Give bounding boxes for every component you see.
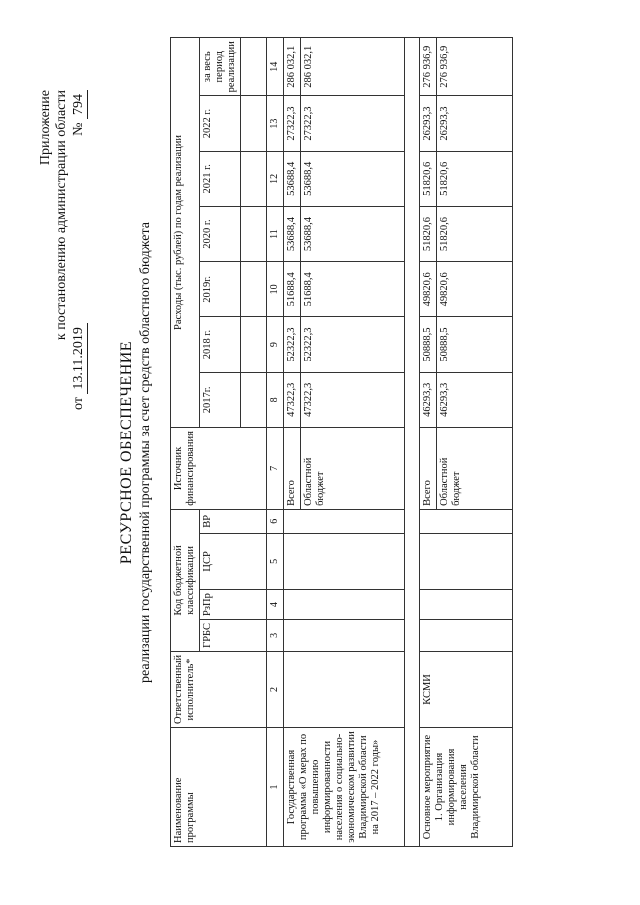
source-cell: Всего	[420, 427, 437, 509]
value-cell: 53688,4	[284, 206, 301, 261]
col-number: 13	[267, 96, 284, 151]
total-cell: 286 032,1	[284, 38, 301, 96]
value-cell: 51820,6	[420, 206, 437, 261]
title-block	[118, 0, 154, 905]
program-name-cell: Государственная программа «О мерах по повышению информированности населения о социально-экономическом развитии Владимирской области на 2017 – 2022 годы»	[284, 728, 405, 847]
value-cell: 49820,6	[420, 262, 437, 317]
total-cell: 286 032,1	[301, 38, 405, 96]
total-cell: 276 936,9	[437, 38, 513, 96]
source-cell: Областной бюджет	[437, 427, 513, 509]
value-cell: 49820,6	[437, 262, 513, 317]
budget-table	[170, 37, 513, 847]
header-year-2018: 2018 г.	[200, 317, 241, 372]
col-number: 12	[267, 151, 284, 206]
table-row	[420, 38, 437, 847]
value-cell: 51688,4	[301, 262, 405, 317]
value-cell: 51820,6	[420, 151, 437, 206]
appendix-date: 13.11.2019	[71, 323, 88, 393]
col-number: 8	[267, 372, 284, 427]
document-subtitle: реализации государственной программы за счет средств областного бюджета	[138, 221, 153, 684]
header-year-2020: 2020 г.	[200, 206, 241, 261]
header-executor: Ответственный исполнитель*	[171, 651, 267, 727]
header-grbs: ГРБС	[200, 619, 267, 651]
col-number: 7	[267, 427, 284, 509]
value-cell: 47322,3	[284, 372, 301, 427]
value-cell: 53688,4	[301, 151, 405, 206]
appendix-block	[38, 90, 88, 410]
col-number: 5	[267, 533, 284, 589]
appendix-from: от	[71, 397, 86, 410]
value-cell: 51820,6	[437, 206, 513, 261]
col-number: 4	[267, 590, 284, 620]
column-number-row	[267, 38, 284, 847]
col-number: 14	[267, 38, 284, 96]
col-number: 1	[267, 728, 284, 847]
header-program-name: Наименование программы	[171, 728, 267, 847]
total-cell: 276 936,9	[420, 38, 437, 96]
source-cell: Всего	[284, 427, 301, 509]
header-expenses: Расходы (тыс. рублей) по годам реализации	[171, 38, 200, 428]
value-cell: 27322,3	[301, 96, 405, 151]
header-rzpr: РзПр	[200, 590, 267, 620]
value-cell: 53688,4	[284, 151, 301, 206]
value-cell: 46293,3	[437, 372, 513, 427]
value-cell: 51688,4	[284, 262, 301, 317]
executor-cell: КСМИ	[420, 651, 513, 727]
value-cell: 27322,3	[284, 96, 301, 151]
executor-cell	[284, 651, 405, 727]
value-cell: 50888,5	[420, 317, 437, 372]
header-year-2019: 2019г.	[200, 262, 241, 317]
col-number: 9	[267, 317, 284, 372]
appendix-number-sign: №	[71, 122, 86, 136]
value-cell: 26293,3	[420, 96, 437, 151]
col-number: 3	[267, 619, 284, 651]
header-total-period: за весь период реализации	[200, 38, 241, 96]
value-cell: 47322,3	[301, 372, 405, 427]
document-title: РЕСУРСНОЕ ОБЕСПЕЧЕНИЕ	[118, 340, 135, 565]
appendix-resolution: к постановлению администрации области	[54, 90, 69, 341]
value-cell: 46293,3	[420, 372, 437, 427]
col-number: 11	[267, 206, 284, 261]
appendix-date-number	[71, 90, 88, 410]
col-number: 6	[267, 509, 284, 533]
header-year-2022: 2022 г.	[200, 96, 241, 151]
col-number: 2	[267, 651, 284, 727]
appendix-number: 794	[71, 90, 88, 119]
header-year-2017: 2017г.	[200, 372, 241, 427]
header-csr: ЦСР	[200, 533, 267, 589]
value-cell: 50888,5	[437, 317, 513, 372]
appendix-label: Приложение	[38, 90, 53, 166]
source-cell: Областной бюджет	[301, 427, 405, 509]
header-source: Источник финансирования	[171, 427, 267, 509]
value-cell: 26293,3	[437, 96, 513, 151]
header-vr: ВР	[200, 509, 267, 533]
program-name-cell: Основное мероприятие 1. Организация информирования населения Владимирской области	[420, 728, 513, 847]
value-cell: 52322,3	[284, 317, 301, 372]
col-number: 10	[267, 262, 284, 317]
value-cell: 51820,6	[437, 151, 513, 206]
value-cell: 52322,3	[301, 317, 405, 372]
value-cell: 53688,4	[301, 206, 405, 261]
header-budget-code: Код бюджетной классификации	[171, 509, 200, 651]
table-row	[284, 38, 301, 847]
header-year-2021: 2021 г.	[200, 151, 241, 206]
